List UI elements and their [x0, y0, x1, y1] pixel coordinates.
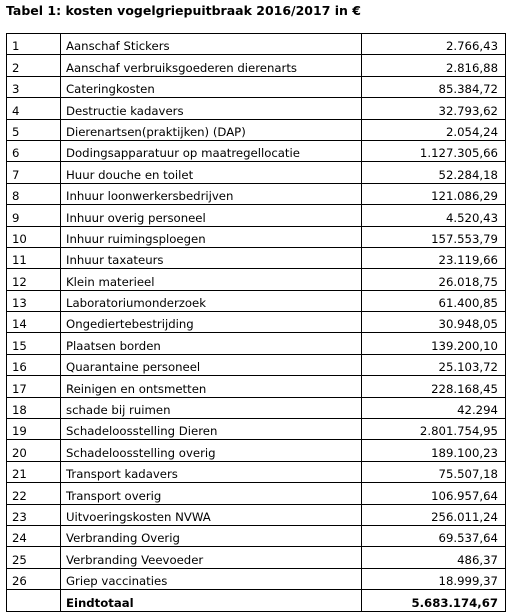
- table-row: [7, 419, 506, 440]
- table-row: [7, 461, 506, 482]
- table-row: [7, 547, 506, 568]
- total-row: [7, 590, 506, 611]
- table-row: [7, 333, 506, 354]
- row-amount: 18.999,37: [362, 568, 506, 589]
- row-label: Huur douche en toilet: [61, 162, 362, 183]
- row-amount: 32.793,62: [362, 98, 506, 119]
- row-label: Schadeloosstelling overig: [61, 440, 362, 461]
- table-row: [7, 55, 506, 76]
- row-label: Dodingsapparatuur op maatregellocatie: [61, 140, 362, 161]
- row-amount: 139.200,10: [362, 333, 506, 354]
- table-row: [7, 483, 506, 504]
- row-label: Verbranding Veevoeder: [61, 547, 362, 568]
- table-row: [7, 119, 506, 140]
- table-row: [7, 290, 506, 311]
- row-number: 9: [7, 205, 61, 226]
- row-amount: 75.507,18: [362, 461, 506, 482]
- cost-table-body: [7, 34, 506, 612]
- row-label: Dierenartsen(praktijken) (DAP): [61, 119, 362, 140]
- row-label: Ongediertebestrijding: [61, 312, 362, 333]
- row-label: Uitvoeringskosten NVWA: [61, 504, 362, 525]
- row-amount: 26.018,75: [362, 269, 506, 290]
- table-row: [7, 269, 506, 290]
- row-label: Destructie kadavers: [61, 98, 362, 119]
- row-number: 20: [7, 440, 61, 461]
- row-label: Eindtotaal: [61, 590, 362, 611]
- row-number: 16: [7, 354, 61, 375]
- row-amount: 189.100,23: [362, 440, 506, 461]
- row-amount: 2.801.754,95: [362, 419, 506, 440]
- table-row: [7, 226, 506, 247]
- row-amount: 23.119,66: [362, 247, 506, 268]
- row-label: Reinigen en ontsmetten: [61, 376, 362, 397]
- row-amount: 52.284,18: [362, 162, 506, 183]
- row-number: 8: [7, 183, 61, 204]
- table-row: [7, 162, 506, 183]
- row-label: Laboratoriumonderzoek: [61, 290, 362, 311]
- table-row: [7, 34, 506, 55]
- table-row: [7, 504, 506, 525]
- row-amount: 25.103,72: [362, 354, 506, 375]
- row-amount: 256.011,24: [362, 504, 506, 525]
- row-label: Inhuur ruimingsploegen: [61, 226, 362, 247]
- row-number: [7, 590, 61, 611]
- row-label: Inhuur taxateurs: [61, 247, 362, 268]
- table-row: [7, 312, 506, 333]
- row-number: 23: [7, 504, 61, 525]
- row-amount: 42.294: [362, 397, 506, 418]
- row-number: 6: [7, 140, 61, 161]
- row-amount: 121.086,29: [362, 183, 506, 204]
- row-number: 2: [7, 55, 61, 76]
- table-row: [7, 76, 506, 97]
- row-number: 1: [7, 34, 61, 55]
- row-number: 15: [7, 333, 61, 354]
- row-label: Cateringkosten: [61, 76, 362, 97]
- row-label: Klein materieel: [61, 269, 362, 290]
- row-amount: 228.168,45: [362, 376, 506, 397]
- row-number: 13: [7, 290, 61, 311]
- row-amount: 85.384,72: [362, 76, 506, 97]
- table-row: [7, 247, 506, 268]
- row-amount: 2.766,43: [362, 34, 506, 55]
- row-label: Transport kadavers: [61, 461, 362, 482]
- row-number: 24: [7, 525, 61, 546]
- row-amount: 157.553,79: [362, 226, 506, 247]
- row-number: 12: [7, 269, 61, 290]
- row-number: 26: [7, 568, 61, 589]
- row-amount: 1.127.305,66: [362, 140, 506, 161]
- row-number: 21: [7, 461, 61, 482]
- table-row: [7, 205, 506, 226]
- row-amount: 69.537,64: [362, 525, 506, 546]
- row-label: schade bij ruimen: [61, 397, 362, 418]
- row-label: Inhuur loonwerkersbedrijven: [61, 183, 362, 204]
- row-label: Plaatsen borden: [61, 333, 362, 354]
- row-number: 4: [7, 98, 61, 119]
- row-label: Verbranding Overig: [61, 525, 362, 546]
- row-label: Transport overig: [61, 483, 362, 504]
- row-label: Aanschaf verbruiksgoederen dierenarts: [61, 55, 362, 76]
- row-number: 22: [7, 483, 61, 504]
- table-row: [7, 183, 506, 204]
- table-row: [7, 354, 506, 375]
- row-number: 11: [7, 247, 61, 268]
- row-amount: 2.816,88: [362, 55, 506, 76]
- table-title: Tabel 1: kosten vogelgriepuitbraak 2016/2017 in €: [6, 3, 361, 18]
- row-number: 3: [7, 76, 61, 97]
- row-amount: 106.957,64: [362, 483, 506, 504]
- row-label: Aanschaf Stickers: [61, 34, 362, 55]
- row-amount: 30.948,05: [362, 312, 506, 333]
- cost-table: [6, 33, 506, 612]
- row-amount: 61.400,85: [362, 290, 506, 311]
- table-row: [7, 376, 506, 397]
- row-number: 25: [7, 547, 61, 568]
- row-amount: 2.054,24: [362, 119, 506, 140]
- row-number: 18: [7, 397, 61, 418]
- row-amount: 4.520,43: [362, 205, 506, 226]
- row-number: 5: [7, 119, 61, 140]
- row-number: 19: [7, 419, 61, 440]
- row-label: Griep vaccinaties: [61, 568, 362, 589]
- row-amount: 5.683.174,67: [362, 590, 506, 611]
- row-number: 17: [7, 376, 61, 397]
- table-row: [7, 397, 506, 418]
- row-number: 7: [7, 162, 61, 183]
- table-row: [7, 440, 506, 461]
- row-amount: 486,37: [362, 547, 506, 568]
- table-row: [7, 525, 506, 546]
- table-row: [7, 568, 506, 589]
- table-row: [7, 140, 506, 161]
- row-number: 14: [7, 312, 61, 333]
- table-row: [7, 98, 506, 119]
- row-number: 10: [7, 226, 61, 247]
- row-label: Inhuur overig personeel: [61, 205, 362, 226]
- row-label: Schadeloosstelling Dieren: [61, 419, 362, 440]
- row-label: Quarantaine personeel: [61, 354, 362, 375]
